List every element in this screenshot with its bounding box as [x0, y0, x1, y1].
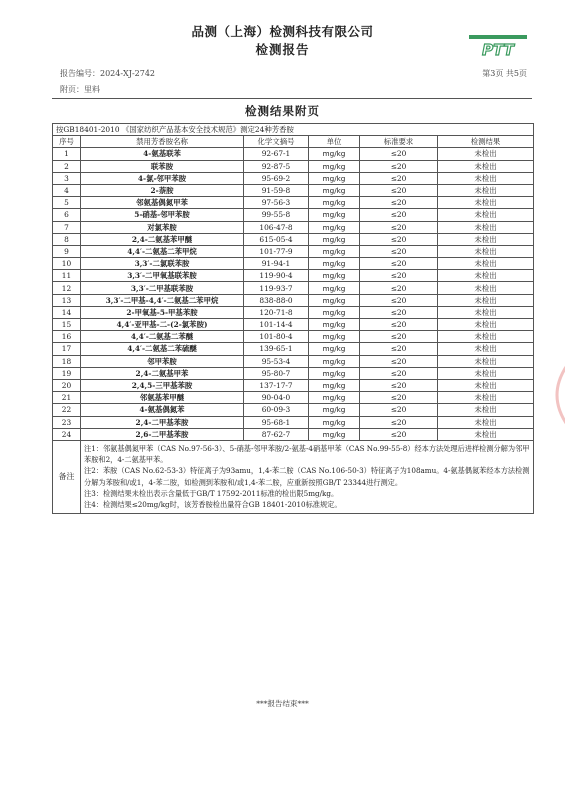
- amine-name: 2-萘胺: [81, 184, 244, 196]
- result: 未检出: [438, 416, 534, 428]
- result: 未检出: [438, 221, 534, 233]
- limit: ≤20: [360, 404, 438, 416]
- row-number: 10: [53, 258, 81, 270]
- company-logo: [467, 32, 529, 58]
- limit: ≤20: [360, 294, 438, 306]
- amine-name: 4-氨基联苯: [81, 148, 244, 160]
- header-row: [53, 136, 534, 148]
- limit: ≤20: [360, 392, 438, 404]
- note-line: 注3：检测结果未检出表示含量低于GB/T 17592-2011标准的检出限5mg/kg。: [84, 489, 339, 499]
- unit: mg/kg: [309, 160, 360, 172]
- result: 未检出: [438, 160, 534, 172]
- unit: mg/kg: [309, 209, 360, 221]
- cas-number: 92-87-5: [244, 160, 309, 172]
- results-table-body: [53, 124, 534, 514]
- result: 未检出: [438, 148, 534, 160]
- row-number: 9: [53, 245, 81, 257]
- limit: ≤20: [360, 343, 438, 355]
- cas-number: 95-69-2: [244, 172, 309, 184]
- table-row: [53, 306, 534, 318]
- row-number: 7: [53, 221, 81, 233]
- cas-number: 119-90-4: [244, 270, 309, 282]
- cas-number: 95-53-4: [244, 355, 309, 367]
- row-number: 1: [53, 148, 81, 160]
- table-row: [53, 184, 534, 196]
- note-line: 注2：苯胺（CAS No.62-53-3）特征离子为93amu，1,4-苯二胺（CAS No.106-50-3）特征离子为108amu。4-氨基偶氮苯经本方法检测分解为苯胺和/或1，4-苯二胺，如检测到苯胺和/或1,4-苯二胺，应重新按照GB/T 23344进行测定。: [84, 466, 530, 487]
- notes-content: [81, 440, 534, 513]
- col-header-no: 序号: [53, 136, 81, 148]
- result: 未检出: [438, 197, 534, 209]
- table-row: [53, 270, 534, 282]
- row-number: 13: [53, 294, 81, 306]
- table-row: [53, 233, 534, 245]
- cas-number: 101-14-4: [244, 319, 309, 331]
- amine-name: 4,4′-亚甲基-二-(2-氯苯胺): [81, 319, 244, 331]
- report-number: 报告编号：2024-XJ-2742: [60, 69, 156, 78]
- report-end-marker: ***报告结束***: [256, 699, 309, 708]
- cas-number: 137-17-7: [244, 379, 309, 391]
- unit: mg/kg: [309, 379, 360, 391]
- cas-number: 101-80-4: [244, 331, 309, 343]
- unit: mg/kg: [309, 258, 360, 270]
- result: 未检出: [438, 392, 534, 404]
- cas-number: 92-67-1: [244, 148, 309, 160]
- row-number: 18: [53, 355, 81, 367]
- row-number: 23: [53, 416, 81, 428]
- row-number: 12: [53, 282, 81, 294]
- logo-bar-top: [469, 35, 527, 39]
- amine-name: 联苯胺: [81, 160, 244, 172]
- unit: mg/kg: [309, 319, 360, 331]
- amine-name: 2,6-二甲基苯胺: [81, 428, 244, 440]
- unit: mg/kg: [309, 172, 360, 184]
- result: 未检出: [438, 294, 534, 306]
- result: 未检出: [438, 404, 534, 416]
- amine-name: 邻甲苯胺: [81, 355, 244, 367]
- amine-name: 2,4-二氨基甲苯: [81, 367, 244, 379]
- cas-number: 106-47-8: [244, 221, 309, 233]
- amine-name: 4-氨基偶氮苯: [81, 404, 244, 416]
- unit: mg/kg: [309, 282, 360, 294]
- table-row: [53, 355, 534, 367]
- table-row: [53, 319, 534, 331]
- cas-number: 838-88-0: [244, 294, 309, 306]
- table-row: [53, 197, 534, 209]
- col-header-name: 禁用芳香胺名称: [81, 136, 244, 148]
- unit: mg/kg: [309, 184, 360, 196]
- results-table: [52, 123, 534, 514]
- result: 未检出: [438, 233, 534, 245]
- result: 未检出: [438, 245, 534, 257]
- row-number: 24: [53, 428, 81, 440]
- result: 未检出: [438, 172, 534, 184]
- table-row: [53, 221, 534, 233]
- limit: ≤20: [360, 221, 438, 233]
- note-line: 注4：检测结果≤20mg/kg时，该芳香胺检出量符合GB 18401-2010标准规定。: [84, 500, 342, 510]
- amine-name: 2,4-二氨基苯甲醚: [81, 233, 244, 245]
- unit: mg/kg: [309, 270, 360, 282]
- unit: mg/kg: [309, 392, 360, 404]
- unit: mg/kg: [309, 233, 360, 245]
- unit: mg/kg: [309, 416, 360, 428]
- amine-name: 3,3′-二甲氧基联苯胺: [81, 270, 244, 282]
- result: 未检出: [438, 282, 534, 294]
- standard-note: 按GB18401-2010 《国家纺织产品基本安全技术规范》测定24种芳香胺: [53, 124, 534, 136]
- result: 未检出: [438, 184, 534, 196]
- limit: ≤20: [360, 148, 438, 160]
- table-row: [53, 379, 534, 391]
- section-title: 检测结果附页: [245, 104, 320, 118]
- row-number: 19: [53, 367, 81, 379]
- result: 未检出: [438, 306, 534, 318]
- row-number: 8: [53, 233, 81, 245]
- limit: ≤20: [360, 319, 438, 331]
- table-row: [53, 416, 534, 428]
- table-row: [53, 367, 534, 379]
- amine-name: 3,3′-二甲基联苯胺: [81, 282, 244, 294]
- table-row: [53, 172, 534, 184]
- limit: ≤20: [360, 367, 438, 379]
- notes-row: [53, 440, 534, 513]
- limit: ≤20: [360, 379, 438, 391]
- row-number: 22: [53, 404, 81, 416]
- row-number: 15: [53, 319, 81, 331]
- amine-name: 3,3′-二甲基-4,4′-二氨基二苯甲烷: [81, 294, 244, 306]
- table-row: [53, 331, 534, 343]
- amine-name: 邻氨基苯甲醚: [81, 392, 244, 404]
- table-row: [53, 428, 534, 440]
- row-number: 16: [53, 331, 81, 343]
- table-row: [53, 258, 534, 270]
- table-row: [53, 404, 534, 416]
- limit: ≤20: [360, 355, 438, 367]
- cas-number: 95-68-1: [244, 416, 309, 428]
- cas-number: 101-77-9: [244, 245, 309, 257]
- logo-text: PTT: [482, 41, 514, 58]
- row-number: 11: [53, 270, 81, 282]
- row-number: 14: [53, 306, 81, 318]
- unit: mg/kg: [309, 245, 360, 257]
- note-line: 注1：邻氨基偶氮甲苯（CAS No.97-56-3）、5-硝基-邻甲苯胺/2-氨基-4硝基甲苯（CAS No.99-55-8）经本方法处理后进样检测分解为邻甲苯胺和2，4-二氨基甲苯。: [84, 443, 530, 465]
- limit: ≤20: [360, 209, 438, 221]
- unit: mg/kg: [309, 148, 360, 160]
- table-row: [53, 294, 534, 306]
- amine-name: 邻氨基偶氮甲苯: [81, 197, 244, 209]
- unit: mg/kg: [309, 355, 360, 367]
- amine-name: 5-硝基-邻甲苯胺: [81, 209, 244, 221]
- cas-number: 119-93-7: [244, 282, 309, 294]
- amine-name: 4-氯-邻甲苯胺: [81, 172, 244, 184]
- company-name: 品测（上海）检测科技有限公司: [191, 24, 374, 39]
- col-header-cas: 化学文摘号: [244, 136, 309, 148]
- row-number: 17: [53, 343, 81, 355]
- limit: ≤20: [360, 282, 438, 294]
- table-row: [53, 148, 534, 160]
- report-title: 检测报告: [255, 42, 310, 57]
- amine-name: 4,4′-二氨基二苯甲烷: [81, 245, 244, 257]
- seal-stamp-fragment: [540, 360, 565, 430]
- result: 未检出: [438, 331, 534, 343]
- cas-number: 87-62-7: [244, 428, 309, 440]
- amine-name: 2,4-二甲基苯胺: [81, 416, 244, 428]
- result: 未检出: [438, 379, 534, 391]
- row-number: 6: [53, 209, 81, 221]
- amine-name: 对氯苯胺: [81, 221, 244, 233]
- unit: mg/kg: [309, 306, 360, 318]
- limit: ≤20: [360, 258, 438, 270]
- cas-number: 90-04-0: [244, 392, 309, 404]
- amine-name: 4,4′-二氨基二苯醚: [81, 331, 244, 343]
- result: 未检出: [438, 209, 534, 221]
- amine-name: 3,3′-二氯联苯胺: [81, 258, 244, 270]
- table-row: [53, 245, 534, 257]
- limit: ≤20: [360, 245, 438, 257]
- limit: ≤20: [360, 233, 438, 245]
- attachment-label: 附页：里料: [60, 85, 100, 94]
- limit: ≤20: [360, 270, 438, 282]
- limit: ≤20: [360, 306, 438, 318]
- cas-number: 97-56-3: [244, 197, 309, 209]
- table-row: [53, 160, 534, 172]
- unit: mg/kg: [309, 343, 360, 355]
- notes-label: 备注: [53, 440, 81, 513]
- unit: mg/kg: [309, 294, 360, 306]
- table-row: [53, 282, 534, 294]
- result: 未检出: [438, 367, 534, 379]
- col-header-limit: 标准要求: [360, 136, 438, 148]
- cas-number: 91-59-8: [244, 184, 309, 196]
- cas-number: 91-94-1: [244, 258, 309, 270]
- result: 未检出: [438, 343, 534, 355]
- unit: mg/kg: [309, 331, 360, 343]
- table-row: [53, 209, 534, 221]
- limit: ≤20: [360, 160, 438, 172]
- cas-number: 99-55-8: [244, 209, 309, 221]
- row-number: 20: [53, 379, 81, 391]
- unit: mg/kg: [309, 428, 360, 440]
- table-row: [53, 343, 534, 355]
- limit: ≤20: [360, 172, 438, 184]
- result: 未检出: [438, 355, 534, 367]
- cas-number: 139-65-1: [244, 343, 309, 355]
- limit: ≤20: [360, 184, 438, 196]
- table-row: [53, 392, 534, 404]
- amine-name: 4,4′-二氨基二苯硫醚: [81, 343, 244, 355]
- result: 未检出: [438, 258, 534, 270]
- result: 未检出: [438, 428, 534, 440]
- cas-number: 95-80-7: [244, 367, 309, 379]
- col-header-result: 检测结果: [438, 136, 534, 148]
- row-number: 3: [53, 172, 81, 184]
- amine-name: 2,4,5-三甲基苯胺: [81, 379, 244, 391]
- row-number: 5: [53, 197, 81, 209]
- result: 未检出: [438, 270, 534, 282]
- cas-number: 615-05-4: [244, 233, 309, 245]
- page-info: 第3页 共5页: [482, 69, 527, 78]
- row-number: 2: [53, 160, 81, 172]
- header-divider: [52, 98, 532, 99]
- result: 未检出: [438, 319, 534, 331]
- unit: mg/kg: [309, 221, 360, 233]
- unit: mg/kg: [309, 197, 360, 209]
- row-number: 4: [53, 184, 81, 196]
- unit: mg/kg: [309, 367, 360, 379]
- amine-name: 2-甲氧基-5-甲基苯胺: [81, 306, 244, 318]
- row-number: 21: [53, 392, 81, 404]
- cas-number: 120-71-8: [244, 306, 309, 318]
- limit: ≤20: [360, 416, 438, 428]
- unit: mg/kg: [309, 404, 360, 416]
- limit: ≤20: [360, 428, 438, 440]
- limit: ≤20: [360, 197, 438, 209]
- cas-number: 60-09-3: [244, 404, 309, 416]
- limit: ≤20: [360, 331, 438, 343]
- standard-row: [53, 124, 534, 136]
- col-header-unit: 单位: [309, 136, 360, 148]
